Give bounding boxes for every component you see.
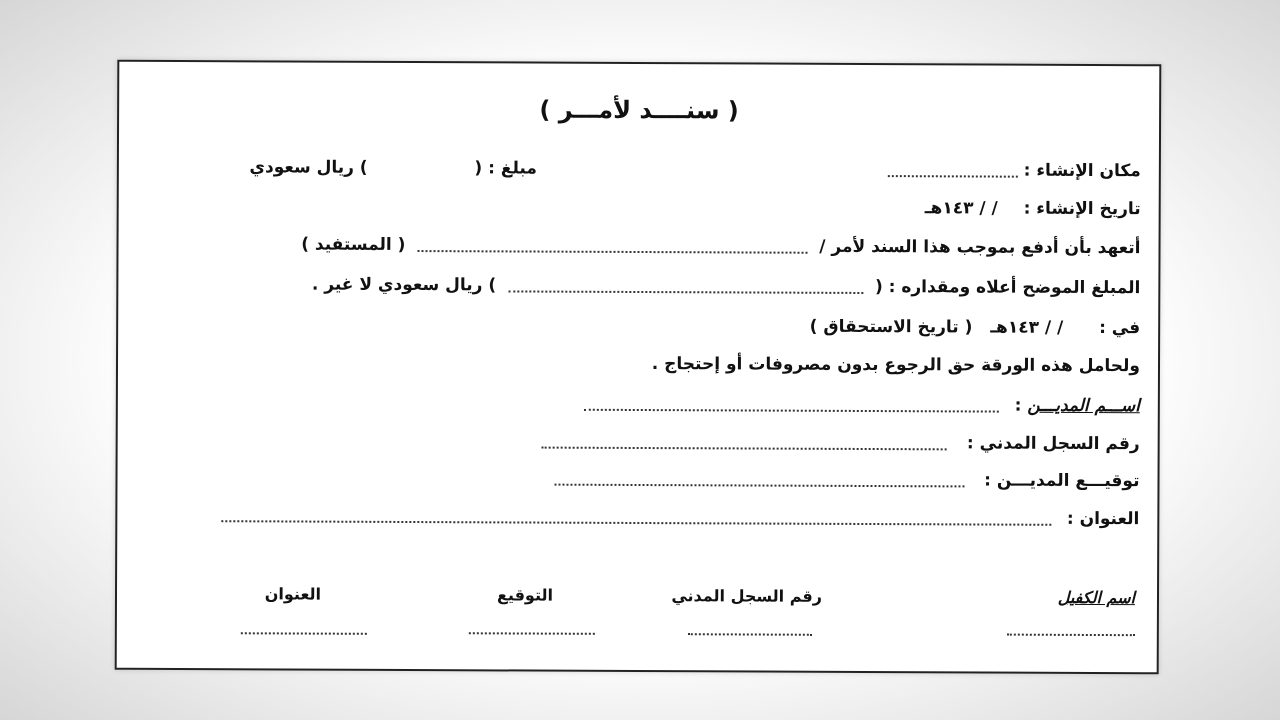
debtor-id-row (542, 432, 1140, 455)
amount-words-text: المبلغ الموضح أعلاه ومقداره : ( (874, 277, 1141, 299)
guarantor-name-label: اسم الكفيل (1057, 587, 1136, 608)
debtor-signature-field[interactable] (554, 472, 964, 488)
debtor-address-field[interactable] (221, 508, 1051, 526)
beneficiary-label: ( المستفيد ) (301, 234, 406, 255)
debtor-id-label: رقم السجل المدني : (966, 433, 1140, 455)
guarantor-name-field[interactable] (1007, 622, 1135, 637)
guarantor-id-field[interactable] (688, 621, 812, 636)
amount-label: مبلغ : ( (474, 158, 537, 179)
due-date-label: في : (1099, 318, 1141, 339)
creation-place-field[interactable] (888, 163, 1018, 178)
due-date-row (810, 317, 1141, 338)
creation-place-row (888, 160, 1141, 181)
guarantor-signature-field[interactable] (469, 620, 595, 635)
guarantor-address-field[interactable] (241, 620, 367, 635)
guarantor-signature-label: التوقيع (496, 585, 554, 605)
pledge-text: أتعهد بأن أدفع بموجب هذا السند لأمر / (819, 236, 1141, 259)
payee-field[interactable] (417, 238, 807, 254)
debtor-name-field[interactable] (584, 397, 999, 413)
amount-words-field[interactable] (508, 278, 863, 294)
due-date-value[interactable]: / / ١٤٣هـ (990, 317, 1064, 338)
debtor-signature-row (554, 469, 1139, 492)
creation-date-label: تاريخ الإنشاء : (1023, 198, 1141, 220)
debtor-name-label: اســـم المديـــن (1027, 395, 1140, 417)
due-date-caption: ( تاريخ الاستحقاق ) (809, 316, 973, 338)
amount-words-tail: ) ريال سعودي لا غير . (311, 274, 497, 296)
amount-row (249, 157, 537, 178)
debtor-signature-label: توقيـــع المديـــن : (984, 470, 1140, 492)
debtor-name-row (584, 394, 1140, 416)
creation-date-row (925, 198, 1141, 219)
debtor-address-label: العنوان : (1066, 508, 1140, 530)
debtor-address-row (221, 505, 1139, 529)
guarantor-id-label: رقم السجل المدني (671, 586, 823, 606)
promissory-note-form (115, 60, 1162, 675)
creation-place-label: مكان الإنشاء : (1023, 160, 1141, 182)
debtor-name-colon: : (1014, 395, 1022, 416)
pledge-row (301, 235, 1140, 259)
debtor-id-field[interactable] (542, 435, 947, 451)
guarantor-address-label: العنوان (264, 584, 322, 604)
holder-rights-row (652, 354, 1140, 376)
creation-date-value[interactable]: / / ١٤٣هـ (924, 198, 998, 219)
amount-words-row (312, 275, 1141, 299)
form-title: ( سنــــد لأمـــر ) (539, 95, 739, 125)
holder-rights-text: ولحامل هذه الورقة حق الرجوع بدون مصروفات أو إحتجاج . (651, 354, 1141, 377)
amount-currency: ) ريال سعودي (249, 157, 368, 178)
